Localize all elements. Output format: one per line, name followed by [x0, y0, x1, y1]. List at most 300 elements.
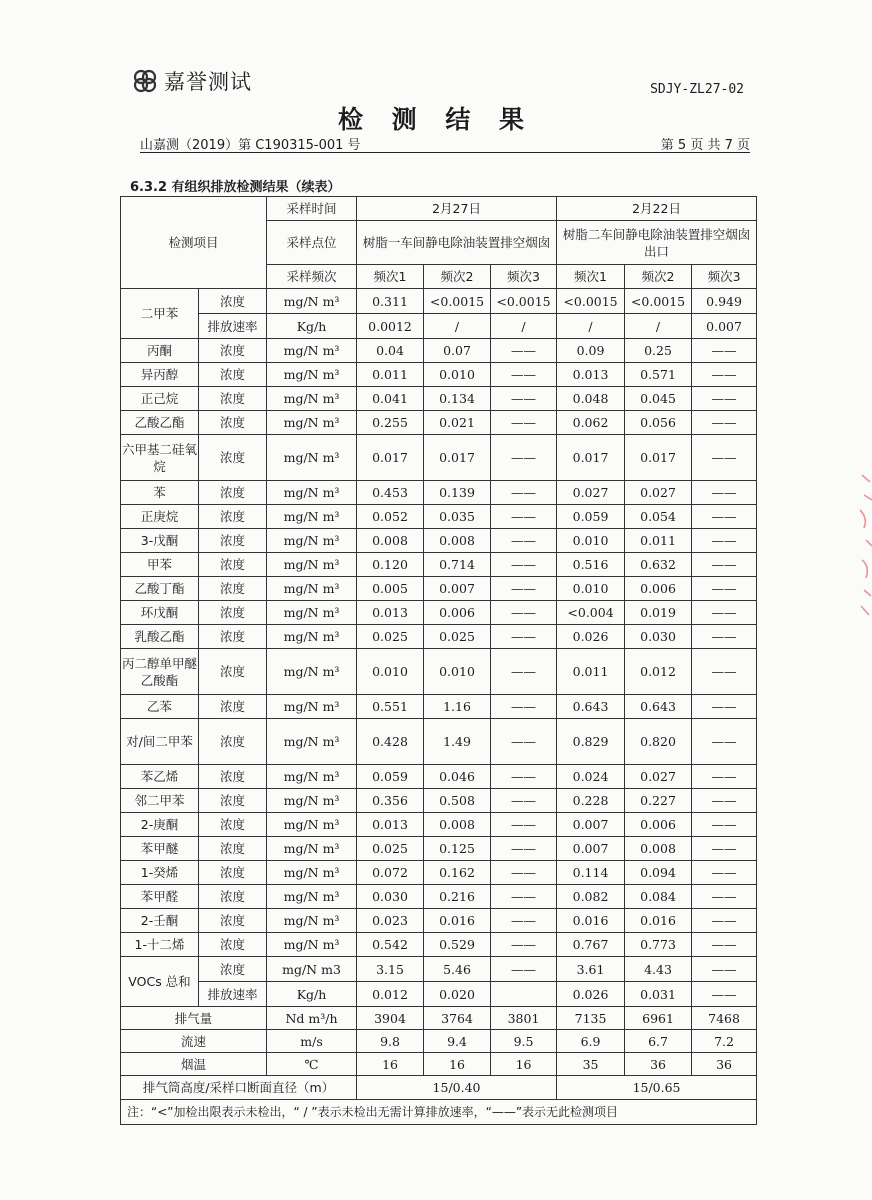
frequency-header: 频次2: [625, 265, 692, 289]
value-cell: ——: [491, 601, 557, 625]
value-cell: 0.139: [424, 481, 491, 505]
value-cell: 9.4: [424, 1030, 491, 1053]
value-cell: ——: [692, 387, 757, 411]
param-label: 浓度: [199, 837, 267, 861]
data-row: [121, 577, 757, 601]
value-cell: 0.008: [424, 813, 491, 837]
param-label: 浓度: [199, 789, 267, 813]
value-cell: ——: [692, 577, 757, 601]
value-cell: 7135: [557, 1007, 625, 1030]
param-label: 浓度: [199, 339, 267, 363]
value-cell: 0.010: [424, 649, 491, 695]
value-cell: /: [424, 314, 491, 339]
param-label: 浓度: [199, 481, 267, 505]
param-label: 排放速率: [199, 982, 267, 1007]
value-cell: 0.021: [424, 411, 491, 435]
value-cell: ——: [491, 885, 557, 909]
value-cell: ——: [491, 695, 557, 719]
value-cell: ——: [692, 625, 757, 649]
value-cell: 0.820: [625, 719, 692, 765]
value-cell: 0.041: [357, 387, 424, 411]
data-row: [121, 387, 757, 411]
value-cell: 9.5: [491, 1030, 557, 1053]
value-cell: 0.013: [357, 601, 424, 625]
unit-cell: Kg/h: [267, 982, 357, 1007]
param-label: 浓度: [199, 505, 267, 529]
value-cell: 0.228: [557, 789, 625, 813]
data-row-vocs-rate: [121, 982, 757, 1007]
value-cell: 0.428: [357, 719, 424, 765]
value-cell: 0.094: [625, 861, 692, 885]
value-cell: ——: [692, 363, 757, 387]
value-cell: ——: [491, 505, 557, 529]
value-cell: 0.551: [357, 695, 424, 719]
value-cell: 0.006: [625, 813, 692, 837]
value-cell: 0.04: [357, 339, 424, 363]
value-cell: 0.255: [357, 411, 424, 435]
logo-knot-icon: [132, 68, 158, 94]
unit-cell: mg/N m³: [267, 289, 357, 314]
value-cell: 0.046: [424, 765, 491, 789]
unit-cell: mg/N m³: [267, 933, 357, 957]
value-cell: 0.007: [557, 813, 625, 837]
data-row: [121, 529, 757, 553]
value-cell: 0.084: [625, 885, 692, 909]
param-label: 浓度: [199, 577, 267, 601]
item-name: 1-十二烯: [121, 933, 199, 957]
value-cell: ——: [491, 649, 557, 695]
report-reference-line: [140, 134, 750, 153]
value-cell: ——: [692, 813, 757, 837]
value-cell: 0.035: [424, 505, 491, 529]
value-cell: ——: [692, 505, 757, 529]
value-cell: 6.9: [557, 1030, 625, 1053]
value-cell: 0.007: [424, 577, 491, 601]
data-row: [121, 435, 757, 481]
value-cell: 0.007: [557, 837, 625, 861]
value-cell: ——: [491, 957, 557, 982]
data-row: [121, 909, 757, 933]
value-cell: 0.311: [357, 289, 424, 314]
param-label: 浓度: [199, 289, 267, 314]
value-cell: ——: [491, 411, 557, 435]
value-cell: ——: [692, 435, 757, 481]
value-cell: 0.026: [557, 982, 625, 1007]
company-logo: [132, 66, 252, 96]
unit-cell: mg/N m3: [267, 957, 357, 982]
param-label: 浓度: [199, 813, 267, 837]
value-cell: ——: [491, 861, 557, 885]
data-row: [121, 837, 757, 861]
item-name: 对/间二甲苯: [121, 719, 199, 765]
footer-item-name: 流速: [121, 1030, 267, 1053]
value-cell: 0.016: [625, 909, 692, 933]
param-label: 浓度: [199, 553, 267, 577]
param-label: 浓度: [199, 933, 267, 957]
item-name: 苯甲醚: [121, 837, 199, 861]
item-name: 环戊酮: [121, 601, 199, 625]
value-cell: ——: [491, 719, 557, 765]
param-label: 浓度: [199, 719, 267, 765]
value-cell: <0.0015: [625, 289, 692, 314]
data-row: [121, 411, 757, 435]
red-seal-edge: [842, 470, 872, 620]
param-label: 浓度: [199, 529, 267, 553]
unit-cell: mg/N m³: [267, 813, 357, 837]
value-cell: ——: [692, 837, 757, 861]
value-cell: ——: [491, 625, 557, 649]
section-title: 6.3.2 有组织排放检测结果（续表）: [130, 180, 341, 195]
page-number: 第 5 页 共 7 页: [660, 138, 750, 153]
item-name: 六甲基二硅氧烷: [121, 435, 199, 481]
unit-cell: mg/N m³: [267, 837, 357, 861]
frequency-header: 频次1: [357, 265, 424, 289]
value-cell: 4.43: [625, 957, 692, 982]
value-cell: 3.61: [557, 957, 625, 982]
value-cell: 0.019: [625, 601, 692, 625]
param-label: 浓度: [199, 435, 267, 481]
value-cell: ——: [692, 553, 757, 577]
value-cell: 0.114: [557, 861, 625, 885]
value-cell: ——: [491, 387, 557, 411]
value-cell: /: [557, 314, 625, 339]
value-cell: 0.031: [625, 982, 692, 1007]
param-label: 浓度: [199, 625, 267, 649]
value-cell: 3.15: [357, 957, 424, 982]
value-cell: 0.016: [557, 909, 625, 933]
value-cell: 0.016: [424, 909, 491, 933]
value-cell: ——: [692, 529, 757, 553]
value-cell: 36: [625, 1053, 692, 1076]
value-cell: ——: [491, 909, 557, 933]
param-label: 浓度: [199, 861, 267, 885]
item-name: 丙二醇单甲醚乙酸酯: [121, 649, 199, 695]
value-cell: 0.714: [424, 553, 491, 577]
value-cell: 0.012: [357, 982, 424, 1007]
value-cell: 0.048: [557, 387, 625, 411]
stack-value-2: 15/0.65: [557, 1076, 757, 1100]
value-cell: ——: [491, 553, 557, 577]
value-cell: 0.012: [625, 649, 692, 695]
item-name: VOCs 总和: [121, 957, 199, 1007]
value-cell: ——: [491, 933, 557, 957]
data-row: [121, 553, 757, 577]
data-row: [121, 649, 757, 695]
value-cell: 1.49: [424, 719, 491, 765]
value-cell: 0.949: [692, 289, 757, 314]
value-cell: 0.120: [357, 553, 424, 577]
unit-cell: Kg/h: [267, 314, 357, 339]
param-label: 浓度: [199, 601, 267, 625]
value-cell: ——: [692, 649, 757, 695]
value-cell: 0.027: [557, 481, 625, 505]
value-cell: /: [625, 314, 692, 339]
sampling-point-2: 树脂二车间静电除油装置排空烟囱出口: [557, 221, 757, 265]
date-group-2: 2月22日: [557, 197, 757, 221]
unit-cell: mg/N m³: [267, 435, 357, 481]
value-cell: 0.516: [557, 553, 625, 577]
unit-cell: m/s: [267, 1030, 357, 1053]
label-sampling-point: 采样点位: [267, 221, 357, 265]
value-cell: 3801: [491, 1007, 557, 1030]
note-row: [121, 1100, 757, 1125]
item-name: 邻二甲苯: [121, 789, 199, 813]
value-cell: 0.030: [625, 625, 692, 649]
value-cell: 0.011: [557, 649, 625, 695]
unit-cell: mg/N m³: [267, 909, 357, 933]
item-name: 苯乙烯: [121, 765, 199, 789]
value-cell: 7468: [692, 1007, 757, 1030]
param-label: 浓度: [199, 411, 267, 435]
value-cell: ——: [491, 363, 557, 387]
value-cell: 0.054: [625, 505, 692, 529]
value-cell: 0.006: [625, 577, 692, 601]
value-cell: 16: [357, 1053, 424, 1076]
item-name: 苯: [121, 481, 199, 505]
value-cell: 0.07: [424, 339, 491, 363]
value-cell: 0.027: [625, 481, 692, 505]
value-cell: 0.007: [692, 314, 757, 339]
data-row: [121, 505, 757, 529]
value-cell: 0.062: [557, 411, 625, 435]
value-cell: ——: [692, 719, 757, 765]
value-cell: 0.072: [357, 861, 424, 885]
date-group-1: 2月27日: [357, 197, 557, 221]
item-name: 2-壬酮: [121, 909, 199, 933]
value-cell: 6.7: [625, 1030, 692, 1053]
data-row-footer: [121, 1053, 757, 1076]
value-cell: 5.46: [424, 957, 491, 982]
stack-value-1: 15/0.40: [357, 1076, 557, 1100]
value-cell: 0.017: [424, 435, 491, 481]
value-cell: 1.16: [424, 695, 491, 719]
value-cell: ——: [692, 957, 757, 982]
data-row-stack: [121, 1076, 757, 1100]
item-name: 乙酸丁酯: [121, 577, 199, 601]
value-cell: 0.026: [557, 625, 625, 649]
unit-cell: mg/N m³: [267, 719, 357, 765]
footer-item-name: 排气量: [121, 1007, 267, 1030]
unit-cell: mg/N m³: [267, 649, 357, 695]
value-cell: 0.027: [625, 765, 692, 789]
value-cell: 0.542: [357, 933, 424, 957]
param-label: 浓度: [199, 695, 267, 719]
value-cell: 0.025: [357, 625, 424, 649]
data-row-footer: [121, 1007, 757, 1030]
data-row: [121, 885, 757, 909]
value-cell: 6961: [625, 1007, 692, 1030]
param-label: 浓度: [199, 885, 267, 909]
value-cell: 0.643: [557, 695, 625, 719]
value-cell: ——: [491, 789, 557, 813]
stack-label: 排气筒高度/采样口断面直径（m）: [121, 1076, 357, 1100]
unit-cell: mg/N m³: [267, 861, 357, 885]
value-cell: ——: [491, 577, 557, 601]
value-cell: 0.005: [357, 577, 424, 601]
value-cell: ——: [692, 339, 757, 363]
report-number: 山嘉测（2019）第 C190315-001 号: [140, 138, 361, 153]
item-name: 乙苯: [121, 695, 199, 719]
data-row: [121, 481, 757, 505]
frequency-header: 频次1: [557, 265, 625, 289]
unit-cell: mg/N m³: [267, 363, 357, 387]
value-cell: 0.010: [424, 363, 491, 387]
value-cell: 0.508: [424, 789, 491, 813]
value-cell: <0.0015: [491, 289, 557, 314]
value-cell: 0.529: [424, 933, 491, 957]
data-row: [121, 789, 757, 813]
value-cell: 0.017: [557, 435, 625, 481]
data-row: [121, 601, 757, 625]
data-row: [121, 363, 757, 387]
table-note: 注：“<”加检出限表示未检出，“ / ”表示未检出无需计算排放速率，“——”表示无此检测项目: [121, 1100, 757, 1125]
value-cell: 0.767: [557, 933, 625, 957]
value-cell: 9.8: [357, 1030, 424, 1053]
value-cell: 0.013: [357, 813, 424, 837]
frequency-header: 频次3: [491, 265, 557, 289]
value-cell: 0.020: [424, 982, 491, 1007]
value-cell: 0.227: [625, 789, 692, 813]
value-cell: 0.125: [424, 837, 491, 861]
item-name: 二甲苯: [121, 289, 199, 339]
header-row-time: [121, 197, 757, 221]
item-name: 异丙醇: [121, 363, 199, 387]
value-cell: 0.571: [625, 363, 692, 387]
unit-cell: mg/N m³: [267, 339, 357, 363]
value-cell: [491, 982, 557, 1007]
value-cell: 0.0012: [357, 314, 424, 339]
param-label: 浓度: [199, 765, 267, 789]
item-name: 甲苯: [121, 553, 199, 577]
value-cell: ——: [692, 789, 757, 813]
value-cell: 0.045: [625, 387, 692, 411]
value-cell: 0.356: [357, 789, 424, 813]
value-cell: <0.004: [557, 601, 625, 625]
value-cell: ——: [692, 885, 757, 909]
unit-cell: ℃: [267, 1053, 357, 1076]
value-cell: 0.008: [424, 529, 491, 553]
value-cell: ——: [692, 982, 757, 1007]
unit-cell: mg/N m³: [267, 601, 357, 625]
value-cell: ——: [491, 765, 557, 789]
param-label: 浓度: [199, 363, 267, 387]
value-cell: 3904: [357, 1007, 424, 1030]
value-cell: 7.2: [692, 1030, 757, 1053]
value-cell: ——: [692, 601, 757, 625]
value-cell: 0.056: [625, 411, 692, 435]
item-name: 3-戊酮: [121, 529, 199, 553]
value-cell: 0.011: [625, 529, 692, 553]
data-row-xylene-conc: [121, 289, 757, 314]
unit-cell: mg/N m³: [267, 625, 357, 649]
value-cell: 0.024: [557, 765, 625, 789]
value-cell: 0.017: [625, 435, 692, 481]
data-row: [121, 765, 757, 789]
data-row: [121, 719, 757, 765]
value-cell: ——: [692, 933, 757, 957]
item-name: 丙酮: [121, 339, 199, 363]
value-cell: ——: [491, 529, 557, 553]
item-name: 乙酸乙酯: [121, 411, 199, 435]
value-cell: 0.052: [357, 505, 424, 529]
value-cell: 0.773: [625, 933, 692, 957]
results-table-body: [121, 197, 757, 1125]
value-cell: 16: [424, 1053, 491, 1076]
unit-cell: mg/N m³: [267, 577, 357, 601]
unit-cell: mg/N m³: [267, 553, 357, 577]
data-row-footer: [121, 1030, 757, 1053]
value-cell: <0.0015: [557, 289, 625, 314]
item-name: 2-庚酮: [121, 813, 199, 837]
data-row: [121, 933, 757, 957]
unit-cell: Nd m³/h: [267, 1007, 357, 1030]
frequency-header: 频次2: [424, 265, 491, 289]
value-cell: 0.643: [625, 695, 692, 719]
value-cell: ——: [692, 909, 757, 933]
param-label: 浓度: [199, 649, 267, 695]
value-cell: 0.059: [557, 505, 625, 529]
value-cell: /: [491, 314, 557, 339]
frequency-header: 频次3: [692, 265, 757, 289]
value-cell: ——: [692, 411, 757, 435]
value-cell: 0.025: [357, 837, 424, 861]
unit-cell: mg/N m³: [267, 695, 357, 719]
param-label: 浓度: [199, 387, 267, 411]
value-cell: 0.023: [357, 909, 424, 933]
unit-cell: mg/N m³: [267, 529, 357, 553]
value-cell: ——: [491, 837, 557, 861]
value-cell: ——: [491, 339, 557, 363]
value-cell: 0.162: [424, 861, 491, 885]
page-title: 检 测 结 果: [337, 105, 535, 134]
unit-cell: mg/N m³: [267, 411, 357, 435]
value-cell: 0.013: [557, 363, 625, 387]
value-cell: 0.010: [557, 577, 625, 601]
data-row: [121, 861, 757, 885]
param-label: 排放速率: [199, 314, 267, 339]
logo-text: 嘉誉测试: [164, 70, 252, 94]
data-row-xylene-rate: [121, 314, 757, 339]
param-label: 浓度: [199, 909, 267, 933]
value-cell: 0.025: [424, 625, 491, 649]
value-cell: 3764: [424, 1007, 491, 1030]
sampling-point-1: 树脂一车间静电除油装置排空烟囱: [357, 221, 557, 265]
value-cell: 0.453: [357, 481, 424, 505]
value-cell: 0.006: [424, 601, 491, 625]
value-cell: 0.008: [357, 529, 424, 553]
value-cell: ——: [692, 861, 757, 885]
param-label: 浓度: [199, 957, 267, 982]
value-cell: 36: [692, 1053, 757, 1076]
data-row: [121, 695, 757, 719]
unit-cell: mg/N m³: [267, 505, 357, 529]
label-sampling-time: 采样时间: [267, 197, 357, 221]
item-name: 正己烷: [121, 387, 199, 411]
value-cell: 0.632: [625, 553, 692, 577]
unit-cell: mg/N m³: [267, 765, 357, 789]
value-cell: 0.134: [424, 387, 491, 411]
data-row-vocs-conc: [121, 957, 757, 982]
value-cell: 0.829: [557, 719, 625, 765]
data-row: [121, 625, 757, 649]
data-row: [121, 813, 757, 837]
value-cell: 0.010: [357, 649, 424, 695]
value-cell: ——: [491, 813, 557, 837]
value-cell: 0.25: [625, 339, 692, 363]
value-cell: 0.011: [357, 363, 424, 387]
value-cell: 0.030: [357, 885, 424, 909]
value-cell: <0.0015: [424, 289, 491, 314]
